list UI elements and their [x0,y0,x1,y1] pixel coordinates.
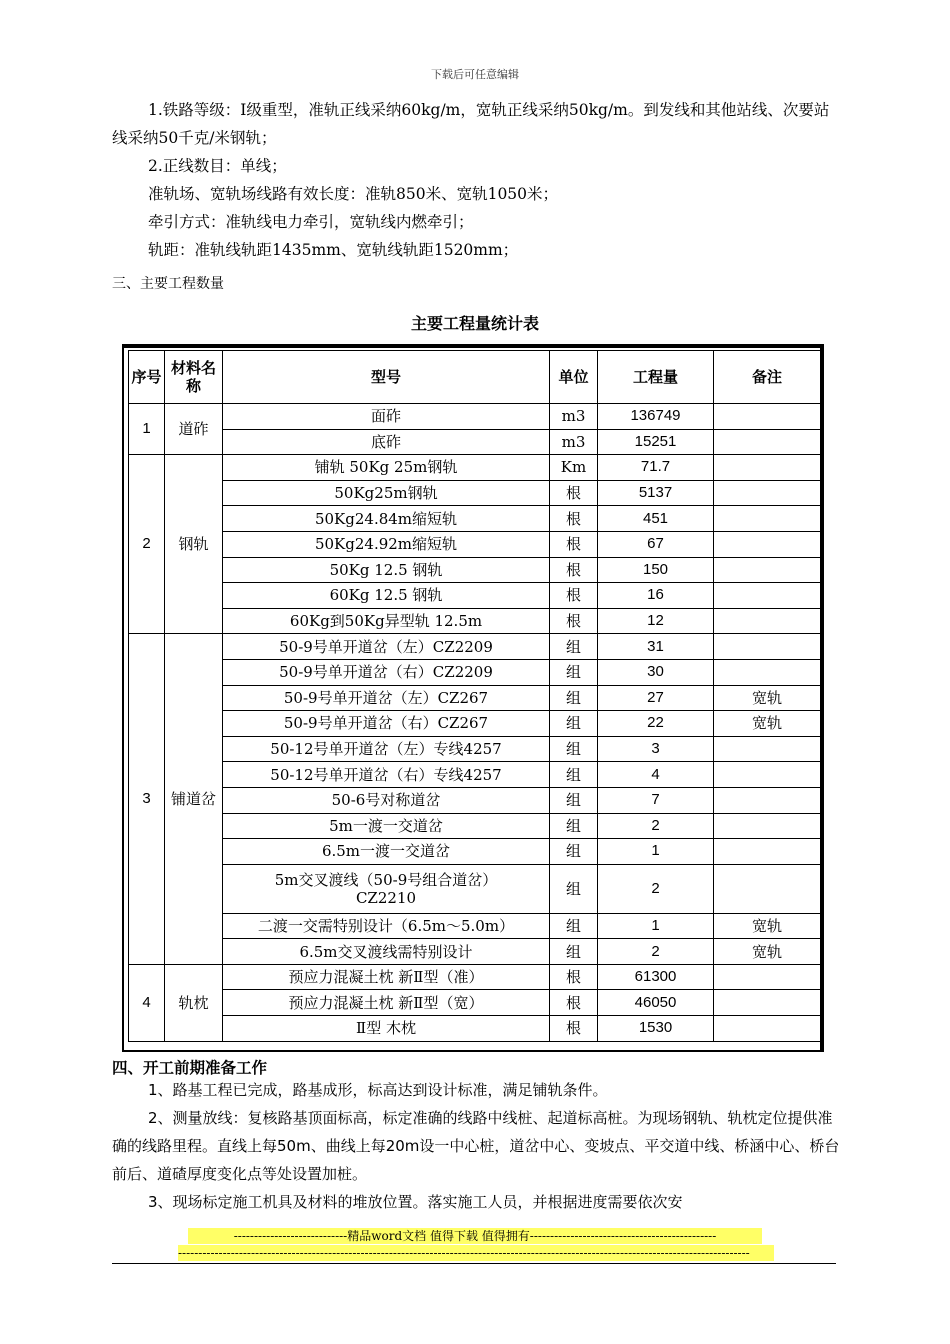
cell-seq: 4 [129,964,165,1041]
table-row [129,913,821,939]
intro-effective-length: 准轨场、宽轨场线路有效长度：准轨850米、宽轨1050米； [148,185,559,203]
cell-unit: 组 [550,813,598,839]
cell-quantity: 31 [598,634,714,660]
cell-unit: 根 [550,583,598,609]
cell-note [714,608,821,634]
cell-note [714,1016,821,1042]
cell-seq: 2 [129,455,165,634]
cell-model: 60Kg 12.5 钢轨 [223,583,550,609]
cell-quantity: 1 [598,913,714,939]
intro-gauge: 轨距：准轨线轨距1435mm、宽轨线轨距1520mm； [148,241,519,259]
table-row [129,659,821,685]
cell-unit: 根 [550,480,598,506]
table-row [129,990,821,1016]
section3-title: 三、主要工程数量 [112,276,224,292]
cell-material: 轨枕 [165,964,223,1041]
table-row [129,455,821,481]
cell-unit: 组 [550,762,598,788]
footer-banner-line1: ----------------------------精品word文档 值得下载 值得拥有---------------------------------------------- [188,1228,762,1244]
header-material: 材料名称 [165,351,223,404]
cell-unit: 组 [550,634,598,660]
cell-unit: 组 [550,736,598,762]
cell-unit: 根 [550,608,598,634]
cell-note: 宽轨 [714,913,821,939]
cell-quantity: 71.7 [598,455,714,481]
cell-unit: m3 [550,404,598,430]
cell-model: 50-9号单开道岔（右）CZ267 [223,711,550,737]
cell-unit: 组 [550,787,598,813]
cell-model: 面砟 [223,404,550,430]
cell-quantity: 67 [598,531,714,557]
cell-note [714,583,821,609]
cell-model: 50-12号单开道岔（左）专线4257 [223,736,550,762]
cell-unit: 根 [550,964,598,990]
cell-quantity: 30 [598,659,714,685]
cell-note [714,404,821,430]
cell-quantity: 12 [598,608,714,634]
cell-unit: 组 [550,659,598,685]
cell-note: 宽轨 [714,939,821,965]
cell-model: 50-9号单开道岔（右）CZ2209 [223,659,550,685]
cell-quantity: 22 [598,711,714,737]
cell-model: 50Kg24.92m缩短轨 [223,531,550,557]
table-title: 主要工程量统计表 [410,314,539,333]
table-row [129,531,821,557]
cell-note [714,813,821,839]
cell-unit: 组 [550,685,598,711]
cell-model: 预应力混凝土枕 新Ⅱ型（宽） [223,990,550,1016]
cell-note: 宽轨 [714,711,821,737]
table-row [129,685,821,711]
cell-quantity: 150 [598,557,714,583]
cell-quantity: 451 [598,506,714,532]
cell-model: 50-9号单开道岔（左）CZ267 [223,685,550,711]
table-row [129,557,821,583]
cell-model: 预应力混凝土枕 新Ⅱ型（准） [223,964,550,990]
table-row [129,1016,821,1042]
cell-model: 铺轨 50Kg 25m钢轨 [223,455,550,481]
section4-item-3: 3、现场标定施工机具及材料的堆放位置。落实施工人员，并根据进度需要依次安 [148,1193,683,1211]
table-row [129,506,821,532]
cell-model: 50Kg24.84m缩短轨 [223,506,550,532]
table-row [129,939,821,965]
cell-seq: 1 [129,404,165,455]
cell-note [714,429,821,455]
cell-model: 50-9号单开道岔（左）CZ2209 [223,634,550,660]
cell-note [714,634,821,660]
header-note: 下载后可任意编辑 [431,68,519,81]
table-row [129,762,821,788]
intro-railway-grade: 1.铁路等级：Ⅰ级重型，准轨正线采纳60kg/m，宽轨正线采纳50kg/m。到发线和其他站线、次要站线采纳50千克/米钢轨； [112,101,830,147]
cell-quantity: 5137 [598,480,714,506]
cell-quantity: 4 [598,762,714,788]
cell-quantity: 46050 [598,990,714,1016]
cell-quantity: 2 [598,813,714,839]
footer-rule [112,1263,836,1264]
cell-quantity: 27 [598,685,714,711]
cell-unit: m3 [550,429,598,455]
cell-model: 二渡一交需特别设计（6.5m～5.0m） [223,913,550,939]
table-row [129,634,821,660]
cell-quantity: 2 [598,939,714,965]
header-seq: 序号 [129,351,165,404]
cell-unit: 根 [550,1016,598,1042]
cell-note [714,659,821,685]
table-row [129,736,821,762]
cell-unit: Km [550,455,598,481]
header-quantity: 工程量 [598,351,714,404]
cell-model: 50-12号单开道岔（右）专线4257 [223,762,550,788]
cell-quantity: 61300 [598,964,714,990]
cell-material: 钢轨 [165,455,223,634]
footer-banner-line2: --------------------------------------------------------------------------------------------------------------------------------------------- [178,1245,774,1261]
cell-note [714,964,821,990]
cell-quantity: 16 [598,583,714,609]
cell-model: 50-6号对称道岔 [223,787,550,813]
header-unit: 单位 [550,351,598,404]
cell-quantity: 1530 [598,1016,714,1042]
table-row [129,711,821,737]
cell-unit: 根 [550,557,598,583]
cell-model: 60Kg到50Kg异型轨 12.5m [223,608,550,634]
cell-note: 宽轨 [714,685,821,711]
table-row [129,864,821,913]
cell-quantity: 136749 [598,404,714,430]
cell-note [714,736,821,762]
cell-note [714,557,821,583]
cell-note [714,839,821,865]
table-row [129,787,821,813]
cell-material: 铺道岔 [165,634,223,965]
cell-model: 6.5m一渡一交道岔 [223,839,550,865]
table-row [129,839,821,865]
table-row [129,583,821,609]
cell-unit: 组 [550,939,598,965]
cell-quantity: 2 [598,864,714,913]
table-row [129,480,821,506]
cell-model: 5m一渡一交道岔 [223,813,550,839]
cell-quantity: 15251 [598,429,714,455]
cell-unit: 根 [550,506,598,532]
section4-item-1: 1、路基工程已完成，路基成形，标高达到设计标准，满足铺轨条件。 [148,1081,608,1099]
table-header-row [129,351,821,404]
cell-note [714,506,821,532]
cell-seq: 3 [129,634,165,965]
table-row [129,964,821,990]
cell-note [714,531,821,557]
cell-quantity: 3 [598,736,714,762]
cell-quantity: 1 [598,839,714,865]
table-row [129,608,821,634]
quantity-table [128,350,821,1042]
table-row [129,813,821,839]
cell-model: Ⅱ型 木枕 [223,1016,550,1042]
header-model: 型号 [223,351,550,404]
header-note: 备注 [714,351,821,404]
cell-unit: 根 [550,990,598,1016]
cell-model: 6.5m交叉渡线需特别设计 [223,939,550,965]
cell-material: 道砟 [165,404,223,455]
cell-quantity: 7 [598,787,714,813]
section4-item-2: 2、测量放线：复核路基顶面标高，标定准确的线路中线桩、起道标高桩。为现场钢轨、轨枕定位提供准确的线路里程。直线上每50m、曲线上每20m设一中心桩，道岔中心、变坡点、平交道中线、桥涵中心、桥台前后、道碴厚度变化点等处设置加桩。 [112,1109,840,1183]
cell-note [714,990,821,1016]
cell-model: 5m交叉渡线（50-9号组合道岔）CZ2210 [223,864,550,913]
cell-unit: 组 [550,711,598,737]
intro-main-line-count: 2.正线数目：单线； [148,157,287,175]
cell-unit: 根 [550,531,598,557]
cell-note [714,762,821,788]
cell-unit: 组 [550,864,598,913]
cell-model: 50Kg25m钢轨 [223,480,550,506]
table-row [129,404,821,430]
cell-note [714,864,821,913]
table-row [129,429,821,455]
section4-title: 四、开工前期准备工作 [112,1059,268,1077]
intro-traction: 牵引方式：准轨线电力牵引，宽轨线内燃牵引； [148,213,474,231]
cell-unit: 组 [550,913,598,939]
cell-note [714,455,821,481]
cell-model: 底砟 [223,429,550,455]
cell-note [714,787,821,813]
cell-model: 50Kg 12.5 钢轨 [223,557,550,583]
cell-unit: 组 [550,839,598,865]
cell-note [714,480,821,506]
